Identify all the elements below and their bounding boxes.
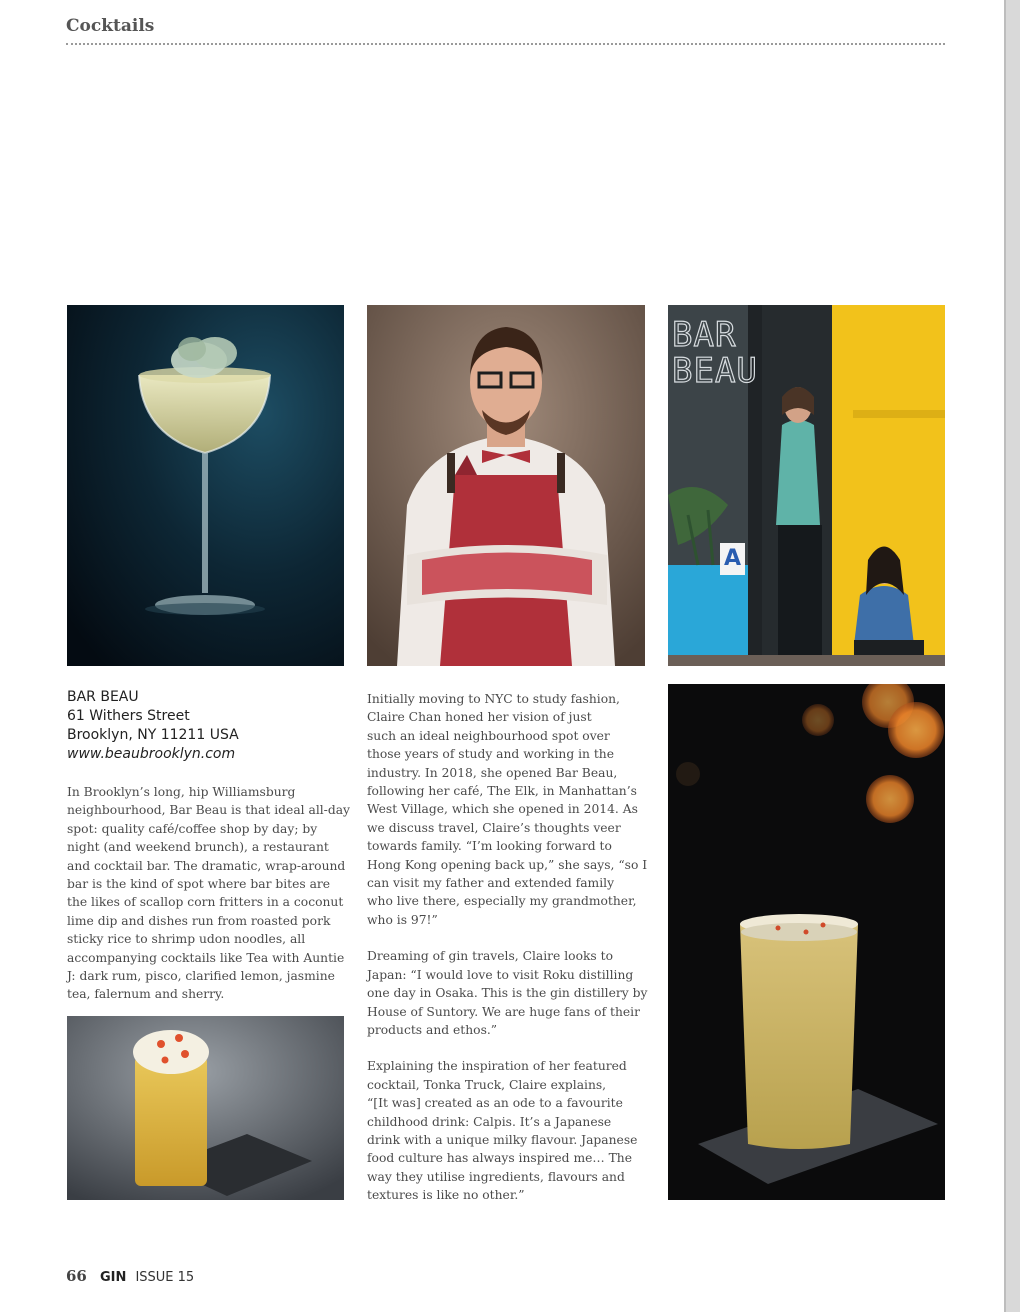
text-line: following her café, The Elk, in Manhattan’s [367,784,637,799]
text-line: In Brooklyn’s long, hip Williamsburg [67,785,296,799]
text-line: the likes of scallop corn fritters in a coconut [67,895,344,910]
text-line: sticky rice to shrimp udon noodles, all [67,932,306,947]
page-footer [66,1266,194,1285]
bartender-portrait-photo [367,305,645,666]
column-1-text [67,783,350,1022]
text-line: Japan: “I would love to visit Roku distilling [367,967,634,982]
text-line: night (and weekend brunch), a restaurant [67,840,329,855]
text-line: can visit my father and extended family [367,876,615,891]
neon-sign-line-2: BEAU [672,351,758,391]
text-line: who live there, especially my grandmother, [367,894,637,909]
text-line: J: dark rum, pisco, clarified lemon, jasmine [67,969,335,984]
text-line: neighbourhood, Bar Beau is that ideal all-day [67,803,350,818]
neon-sign [672,317,758,389]
header-dotted-rule [66,43,945,45]
text-line: “[It was] created as an ode to a favourite [367,1096,623,1111]
column-2-paragraph-3 [367,1057,647,1204]
text-line: towards family. “I’m looking forward to [367,839,612,854]
column-2-text [367,690,647,1223]
text-line: Hong Kong opening back up,” she says, “so I [367,857,648,872]
text-line: way they utilise ingredients, flavours and [367,1169,625,1184]
venue-street: 61 Withers Street [67,708,190,724]
text-line: those years of study and working in the [367,747,615,762]
text-line: products and ethos.” [367,1022,498,1037]
martini-cocktail-photo [67,305,344,666]
venue-name: BAR BEAU [67,689,139,705]
column-1-paragraph [67,783,350,1004]
text-line: bar is the kind of spot where bar bites are [67,877,331,892]
text-line: tea, falernum and sherry. [67,987,225,1002]
issue-number: ISSUE 15 [135,1270,195,1285]
text-line: Explaining the inspiration of her featured [367,1059,627,1074]
column-2-paragraph-2 [367,947,647,1039]
text-line: Initially moving to NYC to study fashion, [367,692,620,706]
text-line: drink with a unique milky flavour. Japanese [367,1132,638,1147]
text-line: lime dip and dishes run from roasted pork [67,913,331,928]
text-line: cocktail, Tonka Truck, Claire explains, [367,1077,607,1092]
highball-cocktail-photo-small [67,1016,344,1200]
highball-cocktail-photo-tall [668,684,945,1200]
storefront-owners-photo [668,305,945,666]
text-line: industry. In 2018, she opened Bar Beau, [367,765,618,780]
venue-website-link[interactable]: www.beaubrooklyn.com [67,746,236,762]
text-line: food culture has always inspired me… The [367,1151,633,1166]
venue-address [67,688,344,764]
column-2-paragraph-1 [367,690,647,929]
magazine-name: GIN [99,1270,127,1285]
text-line: spot: quality café/coffee shop by day; by [67,821,318,836]
text-line: textures is like no other.” [367,1188,525,1203]
page-number: 66 [66,1267,87,1285]
text-line: such an ideal neighbourhood spot over [367,728,610,743]
venue-city: Brooklyn, NY 11211 USA [67,727,239,743]
text-line: Dreaming of gin travels, Claire looks to [367,949,613,964]
section-title: Cocktails [66,16,155,36]
text-line: accompanying cocktails like Tea with Auntie [67,950,345,965]
text-line: and cocktail bar. The dramatic, wrap-around [67,858,346,873]
text-line: one day in Osaka. This is the gin distillery by [367,986,648,1001]
text-line: who is 97!” [367,912,438,927]
text-line: we discuss travel, Claire’s thoughts veer [367,820,621,835]
transit-badge: A [723,546,742,571]
text-line: Claire Chan honed her vision of just [367,710,592,725]
text-line: House of Suntory. We are huge fans of their [367,1004,640,1019]
text-line: childhood drink: Calpis. It’s a Japanese [367,1114,612,1129]
neon-sign-line-1: BAR [672,315,737,355]
text-line: West Village, which she opened in 2014. As [367,802,638,817]
